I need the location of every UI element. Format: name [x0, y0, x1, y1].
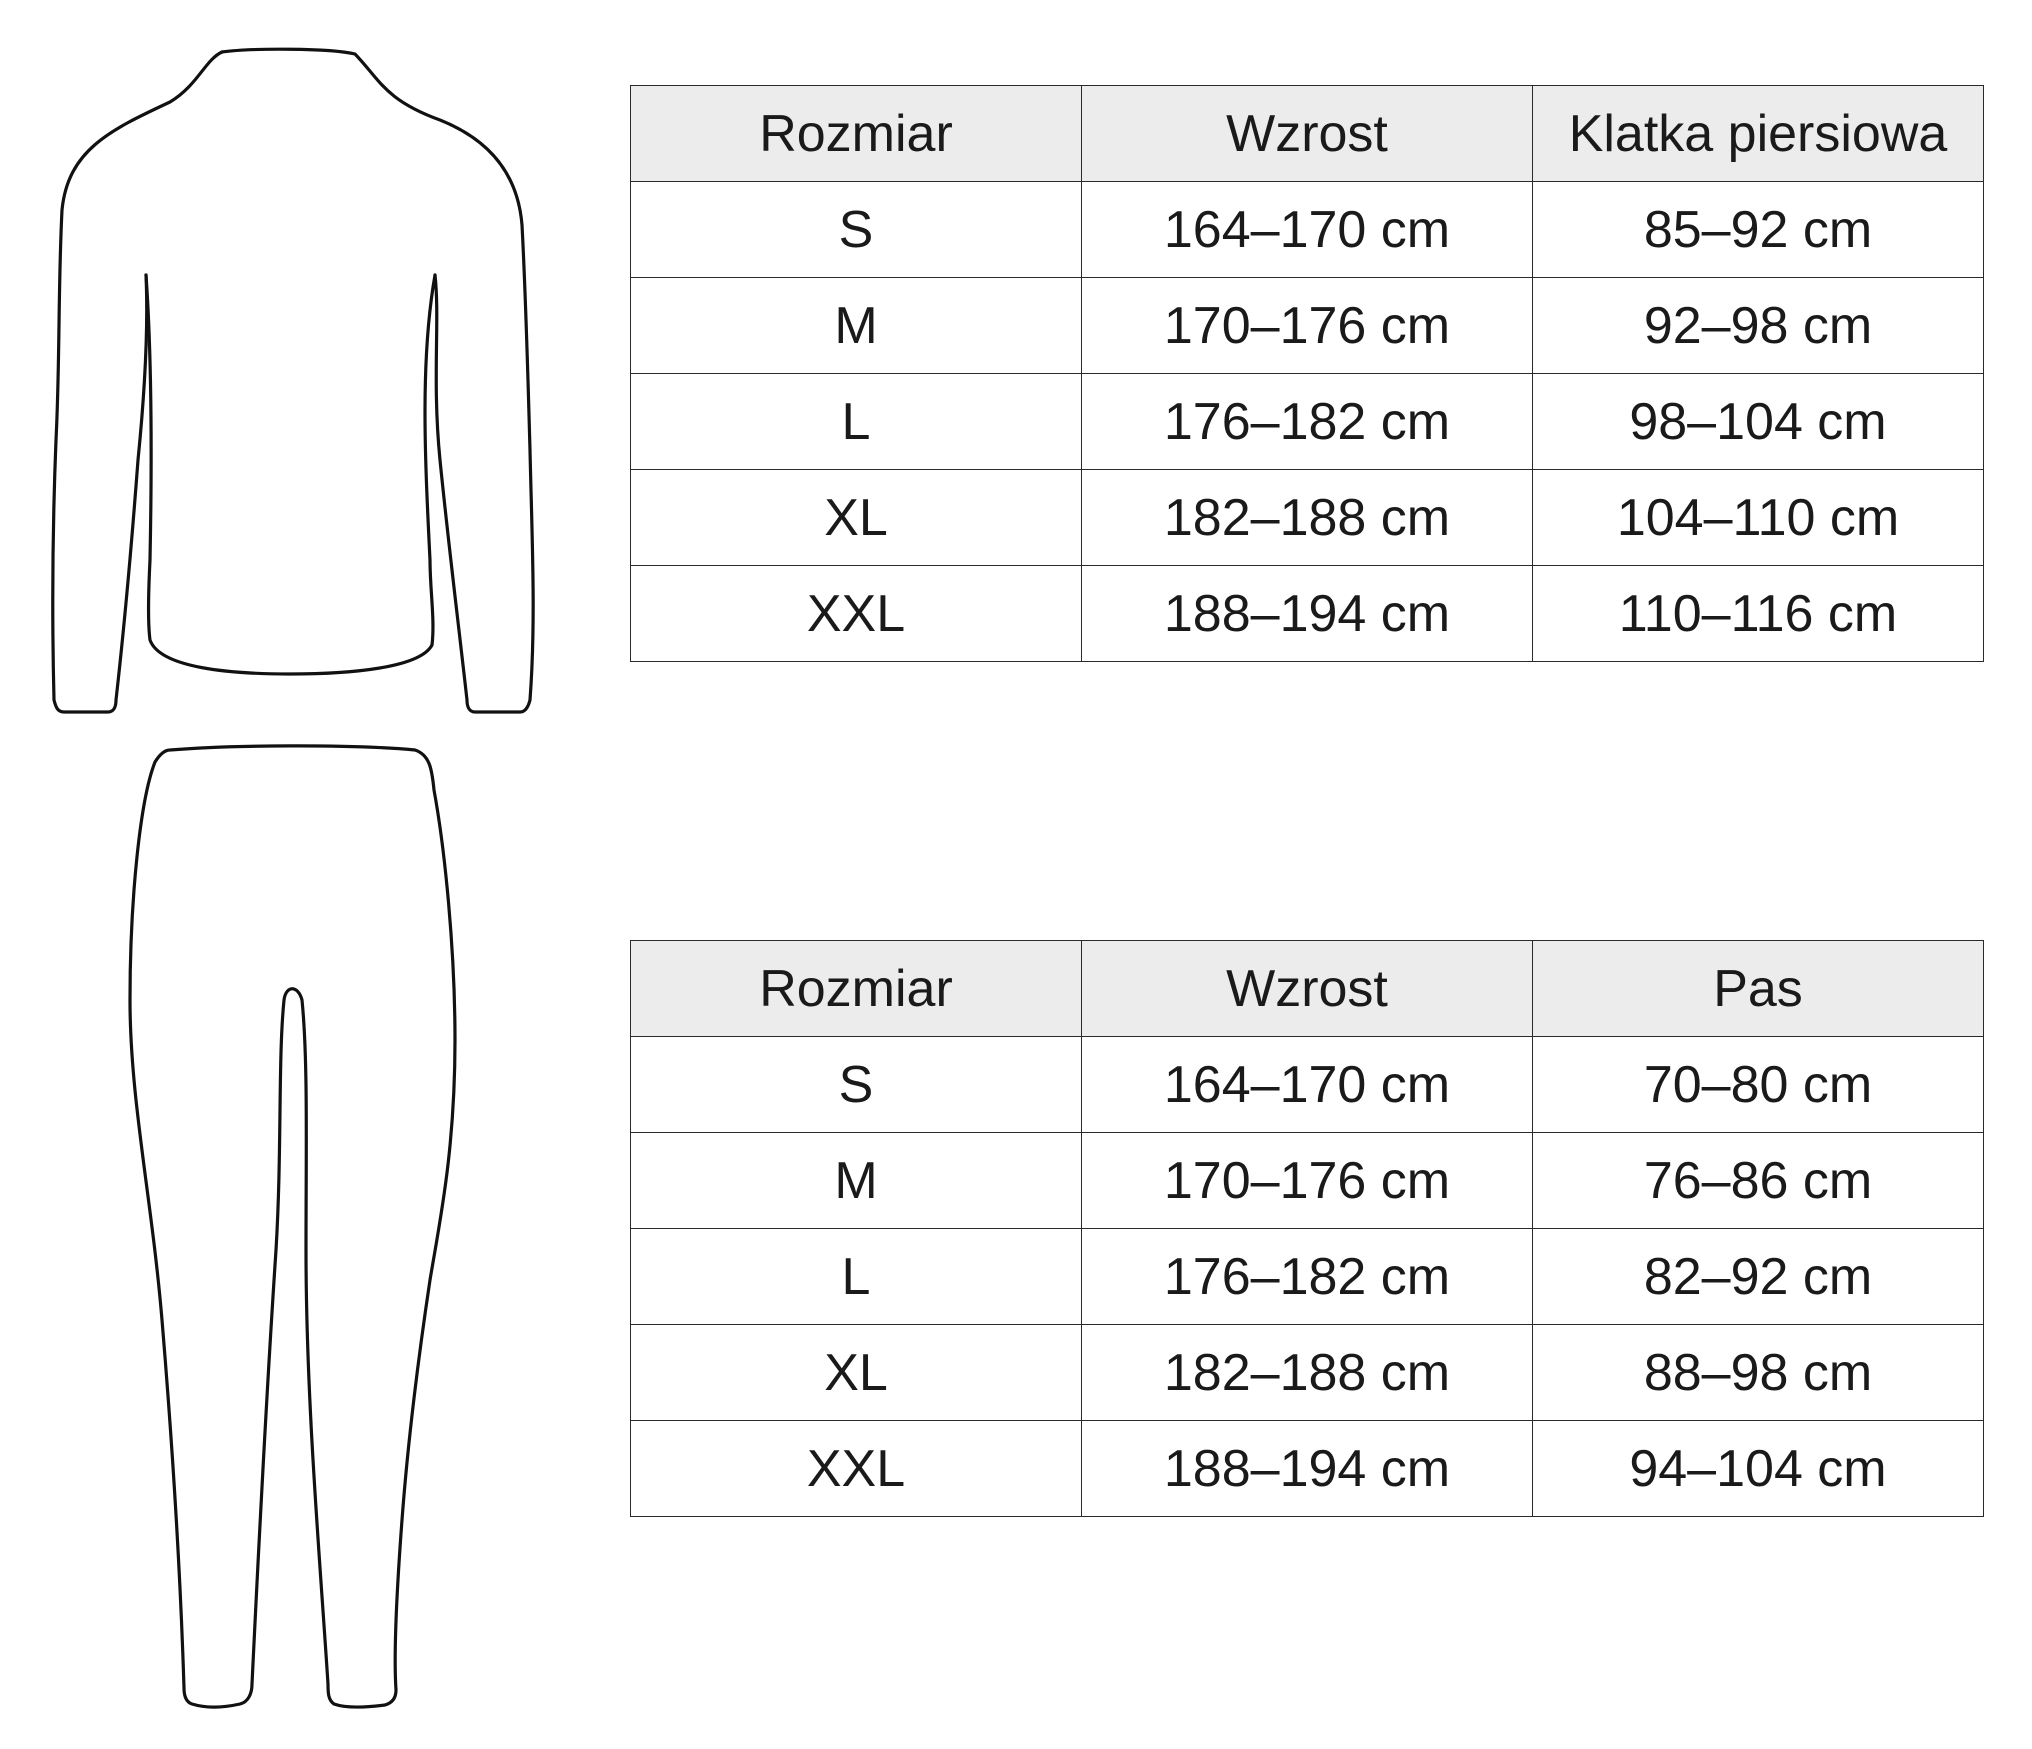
header-cell-height: Wzrost	[1082, 941, 1533, 1037]
height-cell: 182–188 cm	[1082, 470, 1533, 566]
chest-cell: 98–104 cm	[1533, 374, 1984, 470]
table-row	[631, 566, 1984, 662]
chest-cell: 92–98 cm	[1533, 278, 1984, 374]
height-cell: 170–176 cm	[1082, 1133, 1533, 1229]
header-cell-waist: Pas	[1533, 941, 1984, 1037]
height-cell: 188–194 cm	[1082, 1421, 1533, 1517]
height-cell: 176–182 cm	[1082, 1229, 1533, 1325]
size-cell: S	[631, 182, 1082, 278]
size-cell: XL	[631, 1325, 1082, 1421]
height-cell: 188–194 cm	[1082, 566, 1533, 662]
table-row	[631, 1325, 1984, 1421]
height-cell: 164–170 cm	[1082, 1037, 1533, 1133]
height-cell: 164–170 cm	[1082, 182, 1533, 278]
table-row	[631, 278, 1984, 374]
size-cell: XXL	[631, 566, 1082, 662]
height-cell: 170–176 cm	[1082, 278, 1533, 374]
size-cell: M	[631, 1133, 1082, 1229]
size-cell: S	[631, 1037, 1082, 1133]
table-row	[631, 182, 1984, 278]
waist-cell: 70–80 cm	[1533, 1037, 1984, 1133]
bottom-size-table	[630, 940, 1984, 1517]
size-cell: XXL	[631, 1421, 1082, 1517]
table-row	[631, 374, 1984, 470]
size-cell: XL	[631, 470, 1082, 566]
chest-cell: 104–110 cm	[1533, 470, 1984, 566]
table-row	[631, 1421, 1984, 1517]
table-header-row	[631, 941, 1984, 1037]
table-row	[631, 1229, 1984, 1325]
height-cell: 182–188 cm	[1082, 1325, 1533, 1421]
height-cell: 176–182 cm	[1082, 374, 1533, 470]
table-row	[631, 1133, 1984, 1229]
chest-cell: 110–116 cm	[1533, 566, 1984, 662]
top-size-table	[630, 85, 1984, 662]
table-row	[631, 470, 1984, 566]
size-cell: L	[631, 374, 1082, 470]
header-cell-size: Rozmiar	[631, 86, 1082, 182]
garment-illustration	[0, 0, 600, 1749]
table-row	[631, 1037, 1984, 1133]
waist-cell: 94–104 cm	[1533, 1421, 1984, 1517]
header-cell-chest: Klatka piersiowa	[1533, 86, 1984, 182]
leggings-icon	[130, 746, 455, 1707]
header-cell-size: Rozmiar	[631, 941, 1082, 1037]
long-sleeve-shirt-icon	[53, 49, 533, 712]
waist-cell: 82–92 cm	[1533, 1229, 1984, 1325]
chest-cell: 85–92 cm	[1533, 182, 1984, 278]
waist-cell: 76–86 cm	[1533, 1133, 1984, 1229]
header-cell-height: Wzrost	[1082, 86, 1533, 182]
size-cell: L	[631, 1229, 1082, 1325]
table-header-row	[631, 86, 1984, 182]
waist-cell: 88–98 cm	[1533, 1325, 1984, 1421]
size-cell: M	[631, 278, 1082, 374]
